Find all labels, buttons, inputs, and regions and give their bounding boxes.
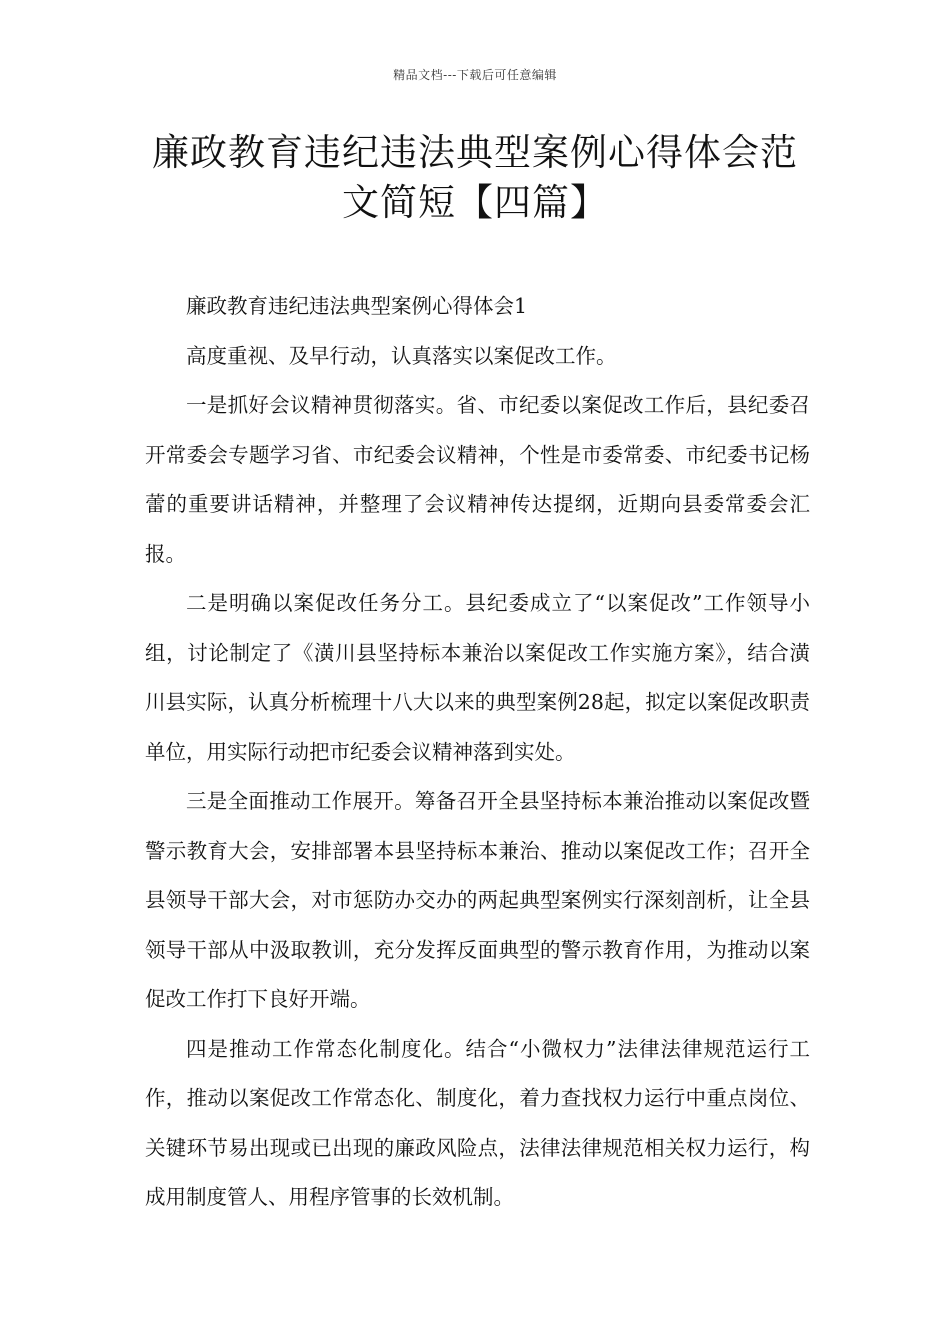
document-title [120,128,830,228]
paragraph-third: 三是全面推动工作展开。筹备召开全县坚持标本兼治推动以案促改暨警示教育大会，安排部署本县坚持标本兼治、推动以案促改工作；召开全县领导干部大会，对市惩防办交办的两起典型案例实行深刻剖析，让全县领导干部从中汲取教训，充分发挥反面典型的警示教育作用，为推动以案促改工作打下良好开端。 [145,789,810,1011]
document-title-line-2: 文简短【四篇】 [342,181,608,224]
document-title-line-1: 廉政教育违纪违法典型案例心得体会范 [152,131,798,174]
paragraph-intro: 高度重视、及早行动，认真落实以案促改工作。 [186,343,617,368]
section-heading: 廉政教育违纪违法典型案例心得体会1 [186,294,528,318]
header-note: 精品文档---下载后可任意编辑 [393,68,557,82]
paragraph-first: 一是抓好会议精神贯彻落实。省、市纪委以案促改工作后，县纪委召开常委会专题学习省、市纪委会议精神，个性是市委常委、市纪委书记杨蕾的重要讲话精神，并整理了会议精神传达提纲，近期向县委常委会汇报。 [145,393,810,566]
paragraph-fourth: 四是推动工作常态化制度化。结合“小微权力”法律法律规范运行工作，推动以案促改工作常态化、制度化，着力查找权力运行中重点岗位、关键环节易出现或已出现的廉政风险点，法律法律规范相关权力运行，构成用制度管人、用程序管事的长效机制。 [145,1036,810,1209]
paragraph-second: 二是明确以案促改任务分工。县纪委成立了“以案促改”工作领导小组，讨论制定了《潢川县坚持标本兼治以案促改工作实施方案》，结合潢川县实际，认真分析梳理十八大以来的典型案例28起，拟定以案促改职责单位，用实际行动把市纪委会议精神落到实处。 [145,591,810,764]
document-body [145,282,810,1223]
